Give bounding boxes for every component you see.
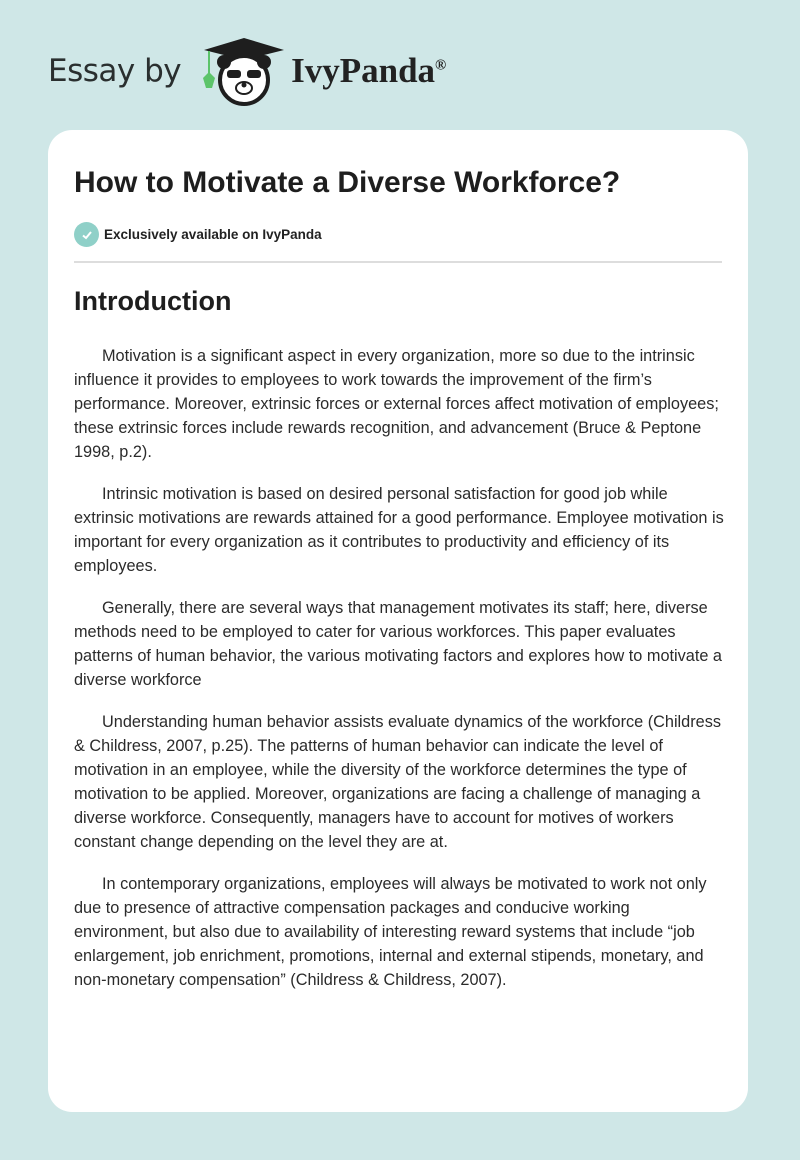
paragraph: Intrinsic motivation is based on desired personal satisfaction for good job while extrinsic motivations are rewards attained for a good performance. Employee motivation is important for every organization as it contributes to productivity and efficiency of its employees. [74,485,724,575]
brand-name [291,51,446,91]
brand-header [48,36,446,106]
check-circle-icon [74,222,99,247]
essay-body [74,344,726,1010]
paragraph: Understanding human behavior assists evaluate dynamics of the workforce (Childress & Childress, 2007, p.25). The patterns of human behavior can indicate the level of motivation in an employee, while the diversity of the workforce determines the type of motivation to be applied. Moreover, organizations are facing a challenge of managing a diverse workforce. Consequently, managers have to account for motives of workers constant change depending on the level they are at. [74,713,721,851]
essay-card [48,130,748,1112]
badge-text: Exclusively available on IvyPanda [104,227,322,242]
page-title: How to Motivate a Diverse Workforce? [74,166,621,199]
paragraph: Motivation is a significant aspect in every organization, more so due to the intrinsic influence it provides to employees to work towards the improvement of the firm’s performance. Moreover, extrinsic forces or external forces affect motivation of employees; these extrinsic forces include rewards recognition, and advancement (Bruce & Peptone 1998, p.2). [74,347,719,461]
section-heading: Introduction [74,286,232,316]
divider [74,261,722,263]
ivypanda-logo-icon [199,36,289,106]
paragraph: In contemporary organizations, employees will always be motivated to work not only due to presence of attractive compensation packages and conducive working environment, but also due to availability of interesting reward systems that include “job enlargement, job enrichment, promotions, internal and external stipends, monetary, and non-monetary compensation” (Childress & Childress, 2007). [74,875,707,989]
brand-name-text: IvyPanda [291,51,436,90]
exclusive-badge [74,222,322,247]
registered-mark: ® [435,57,447,74]
paragraph: Generally, there are several ways that management motivates its staff; here, diverse methods need to be employed to cater for various workforces. This paper evaluates patterns of human behavior, the various motivating factors and explores how to motivate a diverse workforce [74,599,722,689]
brand-prefix: Essay by [48,53,182,89]
